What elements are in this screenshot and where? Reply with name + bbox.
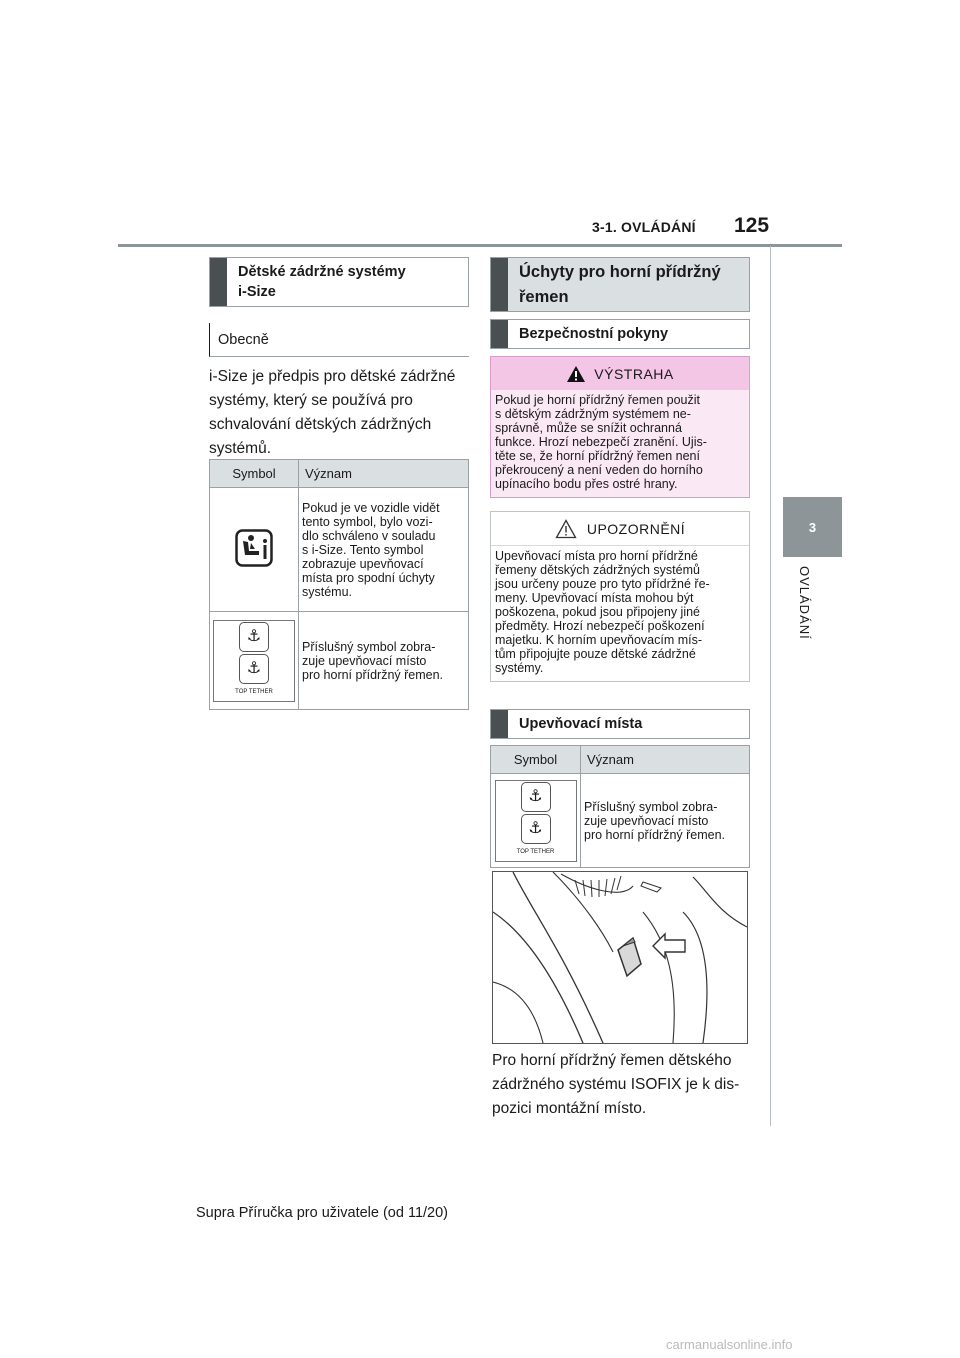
text-line: pro horní přídržný řemen. bbox=[302, 667, 444, 682]
text-line: zuje upevňovací místo bbox=[584, 813, 709, 828]
col-meaning: Význam bbox=[581, 746, 750, 774]
subheading-general: Obecně bbox=[209, 323, 469, 357]
text-line: místa pro spodní úchyty bbox=[302, 570, 435, 585]
text-line: schvalování dětských zádržných bbox=[209, 416, 432, 433]
text-line: dlo schváleno v souladu bbox=[302, 528, 436, 543]
anchor-heading-text: Upevňovací místa bbox=[519, 716, 643, 732]
col-meaning: Význam bbox=[299, 460, 469, 488]
text-line: systému. bbox=[302, 584, 353, 599]
symbol-table-i-size bbox=[209, 459, 469, 710]
tether-caption: TOP TETHER bbox=[516, 849, 555, 856]
text-line: Pro horní přídržný řemen dětského bbox=[492, 1052, 732, 1069]
text-line: i-Size je předpis pro dětské zádržné bbox=[209, 368, 456, 385]
anchor-heading bbox=[490, 709, 750, 739]
text-line: zobrazuje upevňovací bbox=[302, 556, 424, 571]
tether-anchor-illustration bbox=[492, 871, 748, 1044]
text-line: jsou určeny pouze pro tyto přídržné ře- bbox=[495, 577, 710, 591]
top-tether-anchor-icon: ⚓ bbox=[239, 622, 269, 652]
text-line: s dětským zádržným systémem ne- bbox=[495, 407, 691, 421]
watermark: carmanualsonline.info bbox=[666, 1337, 793, 1352]
text-line: řemeny dětských zádržných systémů bbox=[495, 563, 700, 577]
section-heading-text bbox=[227, 262, 406, 302]
section-heading-line: Úchyty pro horní přídržný bbox=[519, 262, 721, 281]
text-line: překroucený a není veden do horního bbox=[495, 463, 703, 477]
notice-body bbox=[491, 545, 749, 681]
text-line: správně, může se snížit ochranná bbox=[495, 421, 682, 435]
meaning-cell bbox=[299, 488, 469, 612]
warning-header bbox=[491, 357, 749, 390]
text-line: funkce. Hrozí nebezpečí zranění. Ujis- bbox=[495, 435, 707, 449]
text-line: Příslušný symbol zobra- bbox=[302, 639, 436, 654]
section-heading-top-tether bbox=[490, 257, 750, 312]
text-line: systémy, který se používá pro bbox=[209, 392, 413, 409]
paragraph-i-size bbox=[209, 365, 479, 461]
symbol-cell bbox=[491, 774, 581, 868]
text-line: Příslušný symbol zobra- bbox=[584, 799, 718, 814]
section-title: 3-1. OVLÁDÁNÍ bbox=[592, 219, 696, 235]
side-divider bbox=[770, 246, 771, 1126]
top-tether-anchor-icon: ⚓ bbox=[239, 654, 269, 684]
tether-icon-group bbox=[235, 654, 273, 699]
text-line: upínacího bodu přes ostré hrany. bbox=[495, 477, 678, 491]
text-line: poškozena, pokud jsou připojeny jiné bbox=[495, 605, 700, 619]
tether-icon-group bbox=[517, 814, 555, 859]
section-heading-i-size bbox=[209, 257, 469, 307]
text-line: pro horní přídržný řemen. bbox=[584, 827, 726, 842]
section-heading-text bbox=[508, 260, 721, 310]
meaning-cell bbox=[581, 774, 750, 868]
text-line: majetku. K horním upevňovacím mís- bbox=[495, 633, 703, 647]
section-bar bbox=[210, 258, 227, 306]
text-line: tento symbol, bylo vozi- bbox=[302, 514, 433, 529]
text-line: Upevňovací místa pro horní přídržné bbox=[495, 549, 698, 563]
tether-caption: TOP TETHER bbox=[235, 689, 273, 696]
chapter-label: OVLÁDÁNÍ bbox=[797, 566, 812, 640]
text-line: Pokud je ve vozidle vidět bbox=[302, 500, 440, 515]
text-line: pozici montážní místo. bbox=[492, 1100, 647, 1117]
header-rule bbox=[118, 244, 842, 247]
top-tether-anchor-icon: ⚓ bbox=[521, 814, 551, 844]
text-line: s i-Size. Tento symbol bbox=[302, 542, 424, 557]
top-tether-anchor-icon: ⚓ bbox=[521, 782, 551, 812]
section-heading-line: Dětské zádržné systémy bbox=[238, 264, 406, 280]
page-number: 125 bbox=[734, 214, 770, 237]
text-line: systémů. bbox=[209, 440, 272, 457]
symbol-table-anchor bbox=[490, 745, 750, 868]
safety-heading bbox=[490, 319, 750, 349]
symbol-cell bbox=[210, 488, 299, 612]
warning-triangle-icon bbox=[555, 519, 577, 539]
warning-body bbox=[491, 390, 749, 497]
tether-icon-frame bbox=[213, 620, 295, 702]
arrow-icon bbox=[653, 934, 685, 958]
text-line: tům připojujte pouze dětské zádržné bbox=[495, 647, 696, 661]
text-line: těte se, že horní přídržný řemen není bbox=[495, 449, 700, 463]
car-interior-drawing bbox=[493, 872, 747, 1043]
warning-box bbox=[490, 356, 750, 498]
col-symbol: Symbol bbox=[210, 460, 299, 488]
col-symbol: Symbol bbox=[491, 746, 581, 774]
text-line: meny. Upevňovací místa mohou být bbox=[495, 591, 694, 605]
text-line: systémy. bbox=[495, 661, 544, 675]
isofix-i-size-icon bbox=[235, 529, 273, 567]
symbol-cell bbox=[210, 612, 299, 710]
section-heading-line: i-Size bbox=[238, 284, 276, 300]
paragraph-isofix bbox=[492, 1049, 762, 1121]
text-line: Pokud je horní přídržný řemen použit bbox=[495, 393, 700, 407]
warning-title: VÝSTRAHA bbox=[594, 365, 674, 382]
notice-title: UPOZORNĚNÍ bbox=[586, 520, 686, 537]
section-heading-line: řemen bbox=[519, 287, 569, 306]
section-bar bbox=[491, 320, 508, 348]
notice-box bbox=[490, 511, 750, 682]
footer-text: Supra Příručka pro uživatele (od 11/20) bbox=[196, 1205, 449, 1221]
notice-header bbox=[491, 512, 749, 545]
warning-triangle-icon bbox=[566, 365, 586, 383]
meaning-cell bbox=[299, 612, 469, 710]
text-line: předměty. Hrozí nebezpečí poškození bbox=[495, 619, 705, 633]
tether-icon-frame bbox=[495, 780, 577, 862]
chapter-tab[interactable]: 3 bbox=[783, 497, 842, 557]
section-bar bbox=[491, 258, 508, 311]
section-bar bbox=[491, 710, 508, 738]
text-line: zádržného systému ISOFIX je k dis- bbox=[492, 1076, 740, 1093]
text-line: zuje upevňovací místo bbox=[302, 653, 427, 668]
safety-heading-text: Bezpečnostní pokyny bbox=[519, 326, 669, 342]
